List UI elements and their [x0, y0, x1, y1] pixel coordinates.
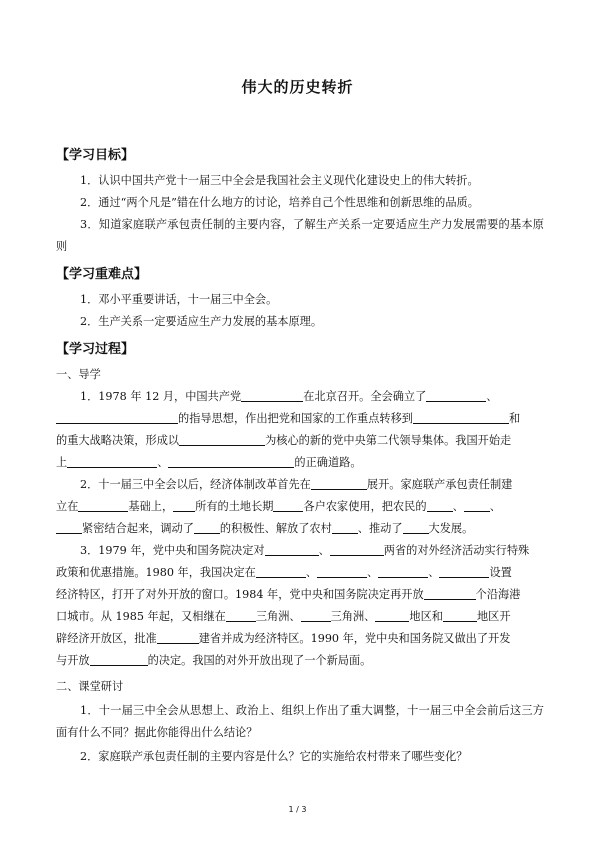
q2-line-1: 2．十一届三中全会以后，经济体制改革首先在 展开。家庭联产承包责任制建: [80, 478, 513, 491]
fill-blank[interactable]: [265, 542, 319, 556]
fill-blank[interactable]: [241, 388, 303, 402]
fill-blank[interactable]: [413, 410, 509, 424]
fill-blank[interactable]: [301, 608, 331, 622]
q2-line-2: 立在 基础上， 所有的土地长期 各户农家使用，把农民的 、 、: [56, 500, 501, 513]
objective-item-2: 2．通过“两个凡是”错在什么地方的讨论，培养自己个性思维和创新思维的品质。: [80, 196, 479, 209]
objective-item-1: 1．认识中国共产党十一届三中全会是我国社会主义现代化建设史上的伟大转折。: [80, 174, 479, 187]
q3-line-6: 与开放 的决定。我国的对外开放出现了一个新局面。: [56, 654, 372, 667]
q1-line-2: 的指导思想，作出把党和国家的工作重点转移到 和: [56, 408, 544, 430]
q2-line-3: 紧密结合起来，调动了 的积极性、解放了农村 、推动了 大发展。: [56, 518, 544, 540]
fill-blank[interactable]: [273, 498, 303, 512]
fill-blank[interactable]: [226, 608, 256, 622]
fill-blank[interactable]: [332, 520, 358, 534]
part-title-guide: 一、导学: [56, 368, 101, 381]
fill-blank[interactable]: [78, 498, 128, 512]
fill-blank[interactable]: [443, 608, 477, 622]
key-point-item-1: 1．邓小平重要讲话，十一届三中全会。: [80, 293, 278, 306]
discussion-question-1: 1．十一届三中全会从思想上、政治上、组织上作出了重大调整，十一届三中全会前后这三方面有什么不同？据此你能得出什么结论？: [56, 704, 544, 739]
fill-blank[interactable]: [464, 498, 490, 512]
fill-blank[interactable]: [67, 454, 157, 468]
fill-blank[interactable]: [56, 410, 178, 424]
fill-blank[interactable]: [179, 432, 265, 446]
fill-blank[interactable]: [427, 498, 453, 512]
q3-line-3: 经济特区，打开了对外开放的窗口。1984 年，党中央和国务院决定再开放 个沿海港: [56, 588, 521, 601]
section-heading-objectives: 【学习目标】: [56, 148, 135, 163]
fill-blank[interactable]: [317, 564, 367, 578]
fill-blank[interactable]: [375, 608, 409, 622]
fill-blank[interactable]: [403, 520, 429, 534]
part-title-discussion: 二、课堂研讨: [56, 680, 124, 693]
q3-line-1: 3．1979 年，党中央和国务院决定对 、 两省的对外经济活动实行特殊: [80, 544, 530, 557]
page-title: 伟大的历史转折: [241, 78, 354, 96]
fill-blank[interactable]: [256, 564, 306, 578]
fill-blank[interactable]: [330, 542, 384, 556]
fill-blank[interactable]: [311, 476, 367, 490]
key-point-item-2: 2．生产关系一定要适应生产力发展的基本原理。: [80, 315, 323, 328]
q3-line-2: 政策和优惠措施。1980 年，我国决定在 、 、 、 设置: [56, 566, 512, 579]
q1-line-3: 的重大战略决策，形成以 为核心的新的党中央第二代领导集体。我国开始走: [56, 434, 512, 447]
q3-line-5: 辟经济开放区，批准 建省并成为经济特区。1990 年，党中央和国务院又做出了开发: [56, 632, 511, 645]
fill-blank[interactable]: [157, 630, 199, 644]
fill-blank[interactable]: [378, 564, 428, 578]
fill-blank[interactable]: [194, 520, 220, 534]
fill-blank[interactable]: [56, 520, 82, 534]
section-heading-process: 【学习过程】: [56, 342, 135, 357]
section-heading-key-points: 【学习重难点】: [56, 267, 148, 282]
fill-blank[interactable]: [424, 586, 476, 600]
fill-blank[interactable]: [90, 652, 148, 666]
fill-blank[interactable]: [168, 454, 294, 468]
q1-line-1: 1．1978 年 12 月，中国共产党 在北京召开。全会确立了 、: [80, 390, 498, 403]
fill-blank[interactable]: [426, 388, 486, 402]
discussion-question-2: 2．家庭联产承包责任制的主要内容是什么？它的实施给农村带来了哪些变化？: [80, 750, 468, 763]
q1-line-4: 上 、 的正确道路。: [56, 456, 362, 469]
objective-item-3: 3．知道家庭联产承包责任制的主要内容，了解生产关系一定要适应生产力发展需要的基本原则: [56, 218, 544, 253]
q3-line-4: 口城市。从 1985 年起，又相继在 三角洲、 三角洲、 地区和 地区开: [56, 610, 511, 623]
fill-blank[interactable]: [439, 564, 489, 578]
fill-blank[interactable]: [173, 498, 195, 512]
page-number: 1 / 3: [288, 805, 307, 814]
